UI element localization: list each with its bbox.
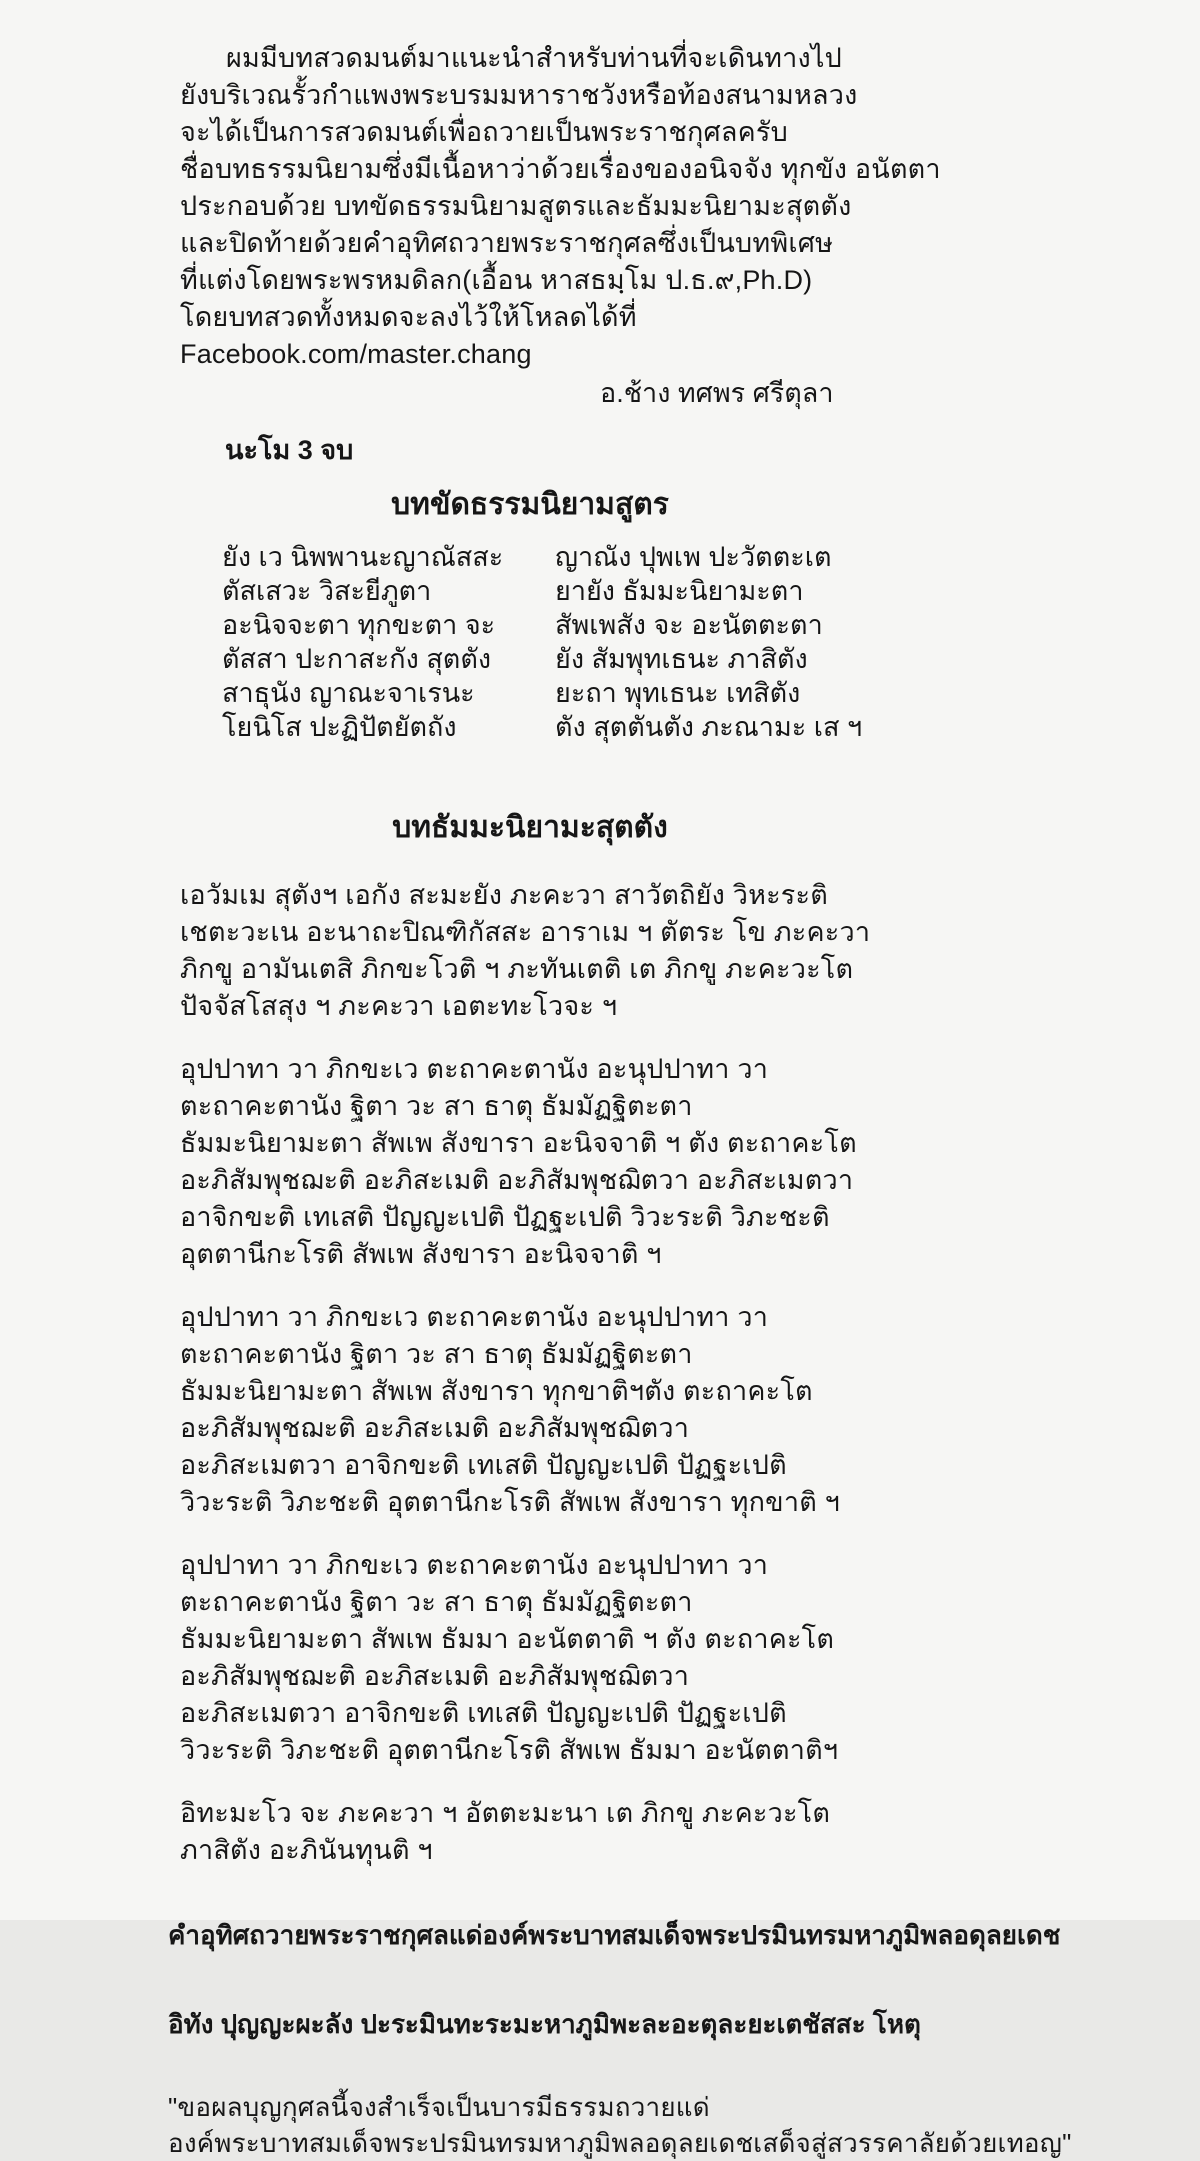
chant-line: ปัจจัสโสสุง ฯ ภะคะวา เอตะทะโวจะ ฯ — [180, 991, 618, 1021]
verse-row — [222, 574, 1160, 608]
chant-paragraph — [180, 1299, 1160, 1521]
verse-row — [222, 642, 1160, 676]
intro-line: ชื่อบทธรรมนิยามซึ่งมีเนื้อหาว่าด้วยเรื่องของอนิจจัง ทุกขัง อนัตตา — [180, 154, 941, 184]
chant-line: ตะถาคะตานัง ฐิตา วะ สา ธาตุ ธัมมัฏฐิตะตา — [180, 1339, 693, 1369]
intro-line: ยังบริเวณรั้วกำแพงพระบรมมหาราชวังหรือท้องสนามหลวง — [180, 80, 858, 110]
chant-line: อะภิสะเมตวา อาจิกขะติ เทเสติ ปัญญะเปติ ปัฏฐะเปติ — [180, 1698, 787, 1728]
chant-paragraph — [180, 1795, 1160, 1869]
verse-left: อะนิจจะตา ทุกขะตา จะ — [222, 610, 496, 640]
intro-line: ประกอบด้วย บทขัดธรรมนิยามสูตรและธัมมะนิยามะสุตตัง — [180, 191, 852, 221]
chant-line: ตะถาคะตานัง ฐิตา วะ สา ธาตุ ธัมมัฏฐิตะตา — [180, 1587, 693, 1617]
chant-line: อิทะมะโว จะ ภะคะวา ฯ อัตตะมะนา เต ภิกขู ภะคะวะโต — [180, 1798, 831, 1828]
intro-line: ที่แต่งโดยพระพรหมดิลก(เอื้อน หาสธมฺโม ป.ธ.๙,Ph.D) — [180, 265, 813, 295]
verse-left: ตัสเสวะ วิสะยีภูตา — [222, 576, 432, 606]
verse-row — [222, 540, 1160, 574]
dedication-title: คำอุทิศถวายพระราชกุศลแด่องค์พระบาทสมเด็จพระปรมินทรมหาภูมิพลอดุลยเดช — [168, 1920, 1061, 1950]
namo-label: นะโม 3 จบ — [225, 435, 354, 465]
verse-right: ยายัง ธัมมะนิยามะตา — [555, 576, 804, 606]
intro-paragraph — [180, 40, 1160, 373]
chant-line: อะภิสัมพุชฌะติ อะภิสะเมติ อะภิสัมพุชฌิตวา อะภิสะเมตวา — [180, 1165, 854, 1195]
chant-line: เอวัมเม สุตังฯ เอกัง สะมะยัง ภะคะวา สาวัตถิยัง วิหะระติ — [180, 880, 828, 910]
chant-paragraph — [180, 877, 1160, 1025]
chant-line: อะภิสัมพุชฌะติ อะภิสะเมติ อะภิสัมพุชฌิตวา — [180, 1661, 690, 1691]
chant-line: อุปปาทา วา ภิกขะเว ตะถาคะตานัง อะนุปปาทา วา — [180, 1054, 769, 1084]
intro-line: และปิดท้ายด้วยคำอุทิศถวายพระราชกุศลซึ่งเป็นบทพิเศษ — [180, 228, 834, 258]
verse-left: ตัสสา ปะกาสะกัง สุตตัง — [222, 644, 492, 674]
section2-title: บทธัมมะนิยามะสุตตัง — [392, 811, 668, 844]
chant-line: ธัมมะนิยามะตา สัพเพ สังขารา อะนิจจาติ ฯ ตัง ตะถาคะโต — [180, 1128, 857, 1158]
verse-row — [222, 676, 1160, 710]
chant-line: ภิกขู อามันเตสิ ภิกขะโวติ ฯ ภะทันเตติ เต ภิกขู ภะคะวะโต — [180, 954, 854, 984]
chant-line: ตะถาคะตานัง ฐิตา วะ สา ธาตุ ธัมมัฏฐิตะตา — [180, 1091, 693, 1121]
chant-line: ธัมมะนิยามะตา สัพเพ ธัมมา อะนัตตาติ ฯ ตัง ตะถาคะโต — [180, 1624, 835, 1654]
chant-line: อะภิสะเมตวา อาจิกขะติ เทเสติ ปัญญะเปติ ปัฏฐะเปติ — [180, 1450, 787, 1480]
facebook-link-text: Facebook.com/master.chang — [180, 339, 532, 369]
verse-right: ยะถา พุทเธนะ เทสิตัง — [555, 678, 801, 708]
chant-line: เชตะวะเน อะนาถะปิณฑิกัสสะ อาราเม ฯ ตัตระ โข ภะคะวา — [180, 917, 871, 947]
chant-paragraph — [180, 1051, 1160, 1273]
verse-right: ยัง สัมพุทเธนะ ภาสิตัง — [555, 644, 808, 674]
dedication-quote — [168, 2089, 1160, 2161]
verse-left: สาธุนัง ญาณะจาเรนะ — [222, 678, 475, 708]
intro-line: ผมมีบทสวดมนต์มาแนะนำสำหรับท่านที่จะเดินทางไป — [226, 43, 842, 73]
chant-line: อุปปาทา วา ภิกขะเว ตะถาคะตานัง อะนุปปาทา วา — [180, 1550, 769, 1580]
chant-line: อาจิกขะติ เทเสติ ปัญญะเปติ ปัฏฐะเปติ วิวะระติ วิภะชะติ — [180, 1202, 830, 1232]
quote-line: องค์พระบาทสมเด็จพระปรมินทรมหาภูมิพลอดุลยเดชเสด็จสู่สวรรคาลัยด้วยเทอญ" — [168, 2128, 1072, 2158]
verse-left: ยัง เว นิพพานะญาณัสสะ — [222, 542, 504, 572]
intro-line: โดยบทสวดทั้งหมดจะลงไว้ให้โหลดได้ที่ — [180, 302, 637, 332]
chant-line: อุปปาทา วา ภิกขะเว ตะถาคะตานัง อะนุปปาทา วา — [180, 1302, 769, 1332]
dedication-pali-line: อิทัง ปุญญะผะลัง ปะระมินทะระมะหาภูมิพะละอะตุละยะเตชัสสะ โหตุ — [168, 2009, 921, 2039]
verse-row — [222, 710, 1160, 744]
chant-line: ธัมมะนิยามะตา สัพเพ สังขารา ทุกขาติฯตัง ตะถาคะโต — [180, 1376, 813, 1406]
verse-right: ตัง สุตตันตัง ภะณามะ เส ฯ — [555, 712, 863, 742]
author-signature: อ.ช้าง ทศพร ศรีตุลา — [600, 378, 834, 408]
chant-line: อะภิสัมพุชฌะติ อะภิสะเมติ อะภิสัมพุชฌิตวา — [180, 1413, 690, 1443]
section1-title: บทขัดธรรมนิยามสูตร — [391, 488, 669, 521]
intro-line: จะได้เป็นการสวดมนต์เพื่อถวายเป็นพระราชกุศลครับ — [180, 117, 788, 147]
chant-line: วิวะระติ วิภะชะติ อุตตานีกะโรติ สัพเพ ธัมมา อะนัตตาติฯ — [180, 1735, 839, 1765]
chant-line: อุตตานีกะโรติ สัพเพ สังขารา อะนิจจาติ ฯ — [180, 1239, 662, 1269]
chant-line: วิวะระติ วิภะชะติ อุตตานีกะโรติ สัพเพ สังขารา ทุกขาติ ฯ — [180, 1487, 840, 1517]
verse-right: ญาณัง ปุพเพ ปะวัตตะเต — [555, 542, 832, 572]
verse-row — [222, 608, 1160, 642]
chant-line: ภาสิตัง อะภินันทุนติ ฯ — [180, 1835, 433, 1865]
quote-line: "ขอผลบุญกุศลนี้จงสำเร็จเป็นบารมีธรรมถวายแด่ — [168, 2092, 710, 2122]
verse-table — [222, 540, 1160, 744]
verse-left: โยนิโส ปะฏิปัตยัตถัง — [222, 712, 457, 742]
chant-paragraph — [180, 1547, 1160, 1769]
verse-right: สัพเพสัง จะ อะนัตตะตา — [555, 610, 823, 640]
